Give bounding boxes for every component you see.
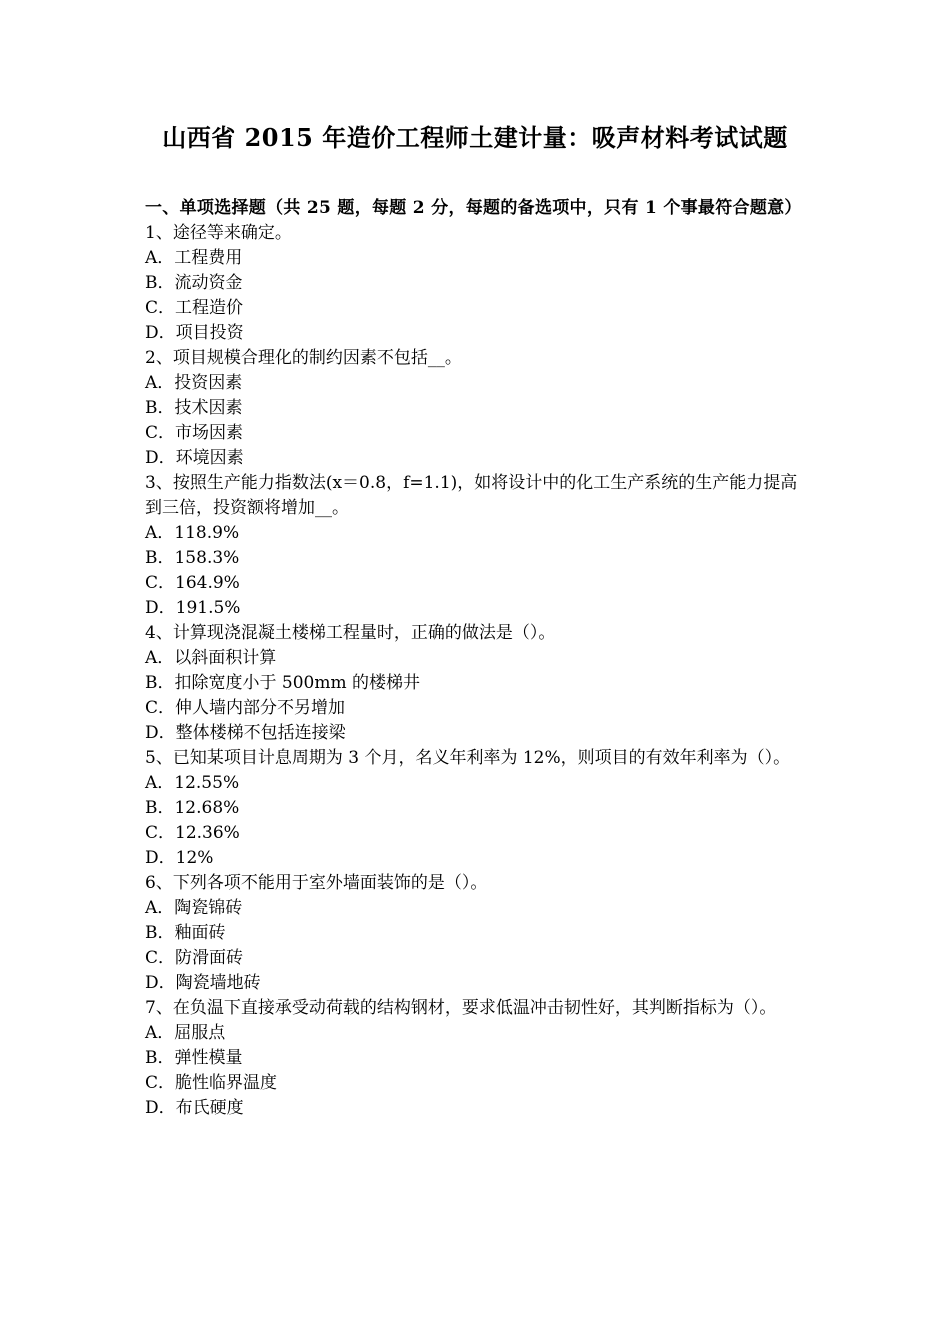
section-heading: 一、单项选择题（共 25 题，每题 2 分，每题的备选项中，只有 1 个事最符合题意） <box>145 198 802 218</box>
question-4 <box>145 621 810 746</box>
question-3 <box>145 471 810 621</box>
question-stem: 5、已知某项目计息周期为 3 个月，名义年利率为 12%，则项目的有效年利率为（）。 <box>145 748 791 768</box>
option-a: A．12.55% <box>145 773 240 793</box>
question-stem: 4、计算现浇混凝土楼梯工程量时，正确的做法是（）。 <box>145 623 556 643</box>
question-5 <box>145 746 810 871</box>
option-b: B．技术因素 <box>145 398 243 418</box>
option-c: C．12.36% <box>145 823 240 843</box>
option-d: D．整体楼梯不包括连接梁 <box>145 723 346 743</box>
option-a: A．工程费用 <box>145 248 243 268</box>
option-c: C．防滑面砖 <box>145 948 244 968</box>
option-b: B．釉面砖 <box>145 923 226 943</box>
option-b: B．弹性模量 <box>145 1048 243 1068</box>
option-d: D．项目投资 <box>145 323 244 343</box>
option-a: A．陶瓷锦砖 <box>145 898 243 918</box>
option-a: A．118.9% <box>145 523 240 543</box>
document-body <box>145 196 810 1121</box>
question-stem: 2、项目规模合理化的制约因素不包括__。 <box>145 348 462 368</box>
question-stem: 7、在负温下直接承受动荷载的结构钢材，要求低温冲击韧性好，其判断指标为（）。 <box>145 998 777 1018</box>
option-c: C．伸人墙内部分不另增加 <box>145 698 346 718</box>
option-d: D．191.5% <box>145 598 241 618</box>
question-stem: 6、下列各项不能用于室外墙面装饰的是（）。 <box>145 873 488 893</box>
option-d: D．布氏硬度 <box>145 1098 244 1118</box>
option-a: A．投资因素 <box>145 373 243 393</box>
option-c: C．工程造价 <box>145 298 244 318</box>
question-stem: 3、按照生产能力指数法(x＝0.8，f=1.1)，如将设计中的化工生产系统的生产能力提高到三倍，投资额将增加__。 <box>145 473 798 518</box>
question-1 <box>145 221 810 346</box>
option-a: A．屈服点 <box>145 1023 226 1043</box>
option-d: D．环境因素 <box>145 448 244 468</box>
option-d: D．陶瓷墙地砖 <box>145 973 261 993</box>
option-b: B．12.68% <box>145 798 240 818</box>
document-title: 山西省 2015 年造价工程师土建计量：吸声材料考试试题 <box>162 123 788 152</box>
option-b: B．流动资金 <box>145 273 243 293</box>
question-2 <box>145 346 810 471</box>
option-d: D．12% <box>145 848 214 868</box>
option-b: B．158.3% <box>145 548 240 568</box>
question-7 <box>145 996 810 1121</box>
option-c: C．市场因素 <box>145 423 244 443</box>
option-c: C．164.9% <box>145 573 240 593</box>
question-stem: 1、途径等来确定。 <box>145 223 292 243</box>
option-a: A．以斜面积计算 <box>145 648 277 668</box>
option-b: B．扣除宽度小于 500mm 的楼梯井 <box>145 673 420 693</box>
question-6 <box>145 871 810 996</box>
option-c: C．脆性临界温度 <box>145 1073 278 1093</box>
